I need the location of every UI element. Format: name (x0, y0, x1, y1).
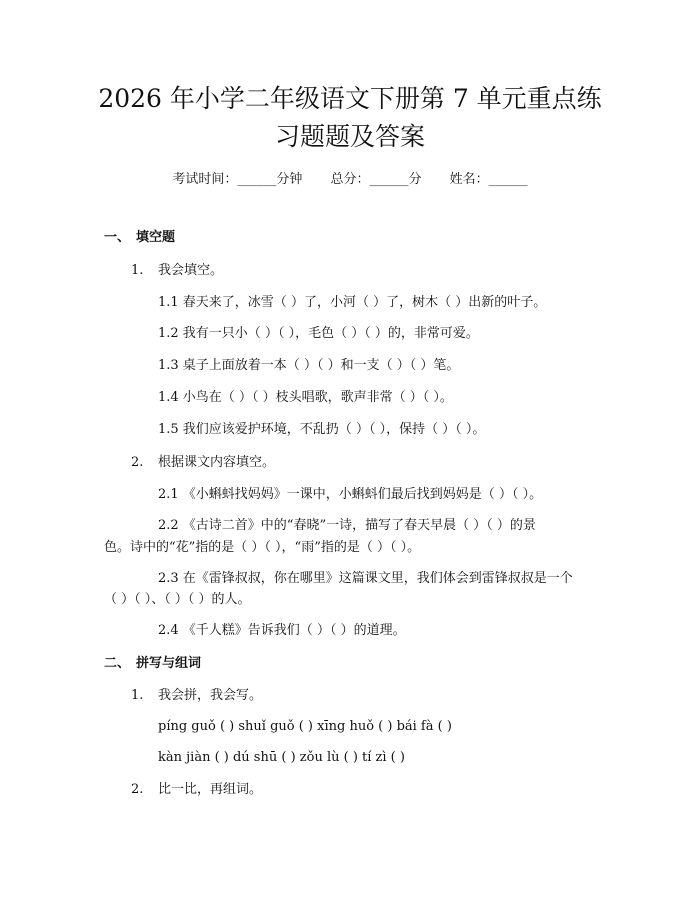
sub-question-1-1: 1.1 春天来了，冰雪（ ）了，小河（ ）了，树木（ ）出新的叶子。 (158, 295, 547, 310)
pinyin-row-2: kàn jiàn ( ) dú shū ( ) zǒu lù ( ) tí zì ( ) (158, 750, 405, 765)
sub-question-2-3-line-2: （ ）（ ）、（ ）（ ）的人。 (104, 592, 251, 607)
sub-question-2-2-line-2: 色。诗中的“花”指的是（ ）（ ），“雨”指的是（ ）（ ）。 (104, 540, 421, 555)
sub-question-1-4: 1.4 小鸟在（ ）（ ）枝头唱歌，歌声非常（ ）（ ）。 (158, 390, 453, 405)
section-heading-pinyin (104, 654, 201, 674)
question-number: 1. (131, 263, 144, 278)
section-number: 一、 (104, 230, 131, 245)
question-number: 2. (131, 782, 144, 797)
sub-question-2-1: 2.1 《小蝌蚪找妈妈》一课中，小蝌蚪们最后找到妈妈是（ ）（ ）。 (158, 487, 543, 502)
question-text: 我会填空。 (158, 263, 224, 278)
exam-time: 考试时间：______分钟 (172, 172, 303, 187)
question-2 (131, 453, 275, 473)
document-title (60, 80, 640, 156)
section-title: 填空题 (136, 230, 176, 245)
sub-question-2-2-line-1: 2.2 《古诗二首》中的“春晓”一诗，描写了春天早晨（ ）（ ）的景 (158, 518, 536, 533)
question-text: 比一比，再组词。 (158, 782, 263, 797)
sub-question-1-5: 1.5 我们应该爱护环境，不乱扔（ ）（ ），保持（ ）（ ）。 (158, 422, 486, 437)
exam-name-field: 姓名：______ (449, 172, 528, 187)
question-2-1 (131, 686, 262, 706)
exam-total-score: 总分：______分 (330, 172, 422, 187)
question-2-2 (131, 780, 262, 800)
section-title: 拼写与组词 (136, 656, 202, 671)
question-1 (131, 261, 223, 281)
question-text: 我会拼，我会写。 (158, 688, 263, 703)
sub-question-2-4: 2.4 《千人糕》告诉我们（ ）（ ）的道理。 (158, 623, 406, 638)
exam-info (0, 168, 700, 187)
question-number: 1. (131, 688, 144, 703)
sub-question-1-3: 1.3 桌子上面放着一本（ ）（ ）和一支（ ）（ ）笔。 (158, 358, 460, 373)
section-heading-fill-blank (104, 228, 175, 248)
title-line-2: 习题题及答案 (274, 122, 425, 151)
question-text: 根据课文内容填空。 (158, 455, 276, 470)
sub-question-2-3-line-1: 2.3 在《雷锋叔叔，你在哪里》这篇课文里，我们体会到雷锋叔叔是一个 (158, 571, 573, 586)
sub-question-1-2: 1.2 我有一只小（ ）（ ），毛色（ ）（ ）的，非常可爱。 (158, 326, 479, 341)
title-line-1: 2026 年小学二年级语文下册第 7 单元重点练 (98, 84, 602, 113)
question-number: 2. (131, 455, 144, 470)
section-number: 二、 (104, 656, 131, 671)
pinyin-row-1: píng guǒ ( ) shuǐ guǒ ( ) xīng huǒ ( ) bái fà ( ) (158, 719, 452, 734)
